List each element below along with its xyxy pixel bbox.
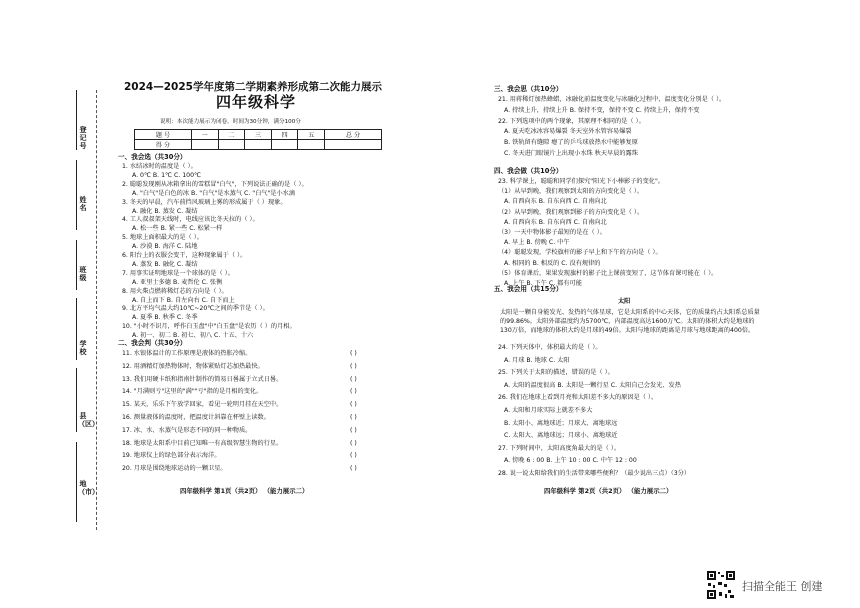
question-line: 8. 用火柴点燃蒋稀灯芯的方向是（ ）。 xyxy=(122,287,228,295)
question-line: 19. 地球仪上的绿色部分表示海洋。 xyxy=(122,452,221,460)
score-table xyxy=(134,129,382,150)
question-line: 2. 聪聪发现刚从冰箱拿出的雪糕冒"白气"，下列说法正确的是（ ）。 xyxy=(122,180,308,188)
question-line: 23. 科学课上，聪聪和同学们探究"阳光下小棒影子的变化"。 xyxy=(498,178,664,185)
binding-label-school: 学校 xyxy=(79,340,87,356)
question-line: A. 融化 B. 蒸发 C. 凝结 xyxy=(132,207,198,215)
question-line: 27. 下列时间中，太阳高度角最大的是（ ）。 xyxy=(498,444,621,452)
exam-title: 2024—2025学年度第二学期素养形成第二次能力展示 xyxy=(124,81,382,93)
question-line: A. 持续上升，持续上升 B. 保持不变，保持不变 C. 持续上升，保持不变 xyxy=(504,106,700,114)
question-line: 5. 地球上面积最大的是（ ）。 xyxy=(122,234,203,242)
binding-underline xyxy=(76,160,89,230)
answer-bracket[interactable]: ( ) xyxy=(350,350,357,357)
question-line: A. 夏天吃冰冰容易爆裂 冬天室外水管容易爆裂 xyxy=(504,128,632,136)
question-line: C. 冬天进门眼镜片上出现小水珠 秋天早晨的露珠 xyxy=(504,150,638,157)
score-cell: 得 分 xyxy=(135,140,192,150)
question-line: A. 蒸发 B. 融化 C. 凝结 xyxy=(132,260,198,268)
question-line: B. 铁轨留有缝隙 瘪了的乒乓球放热水中能够复原 xyxy=(504,139,638,147)
question-line: 11. 水银体温计的工作原理是液体的热胀冷缩。 xyxy=(122,350,252,357)
binding-label-register: 登记号 xyxy=(79,126,87,150)
score-cell xyxy=(325,140,382,150)
section-heading-choose: 一、我会选（共30分） xyxy=(118,153,187,161)
exam-page-2 xyxy=(494,78,766,508)
question-line: 9. 北方平均气温大约10℃~20℃之间的季节是（ ）。 xyxy=(122,305,269,313)
watermark-text: 扫描全能王 创建 xyxy=(742,580,823,593)
question-line: A. 亚里士多德 B. 麦哲伦 C. 张衡 xyxy=(132,278,223,286)
score-cell: 四 xyxy=(271,130,298,140)
page-footer: 四年级科学 第2页（共2页） （能力展示二） xyxy=(544,487,673,495)
answer-bracket[interactable]: ( ) xyxy=(350,426,357,434)
answer-bracket[interactable]: ( ) xyxy=(350,452,357,460)
question-line: （5）体育课后，果果发现旗杆的影子比上课前变短了，这节体育课可能在（ ）。 xyxy=(498,269,718,277)
question-line: 15. 某天，乐乐下午放学回家，看见一轮明月挂在天空中。 xyxy=(122,401,283,409)
question-line: A. 相同的 B. 相反的 C. 没有规律的 xyxy=(504,259,601,267)
binding-label-name: 姓名 xyxy=(79,196,87,212)
question-line: 13. 我们用硬卡纸和指南针制作的简易日晷属于立式日晷。 xyxy=(122,375,283,383)
binding-label-city: 地（市） xyxy=(78,480,99,496)
question-line: 25. 下列关于太阳的描述，错误的是（ ）。 xyxy=(498,369,614,377)
question-line: 3. 冬天的早晨，汽车前挡风玻璃上雾的形成属于（ ）现象。 xyxy=(122,198,287,206)
answer-bracket[interactable]: ( ) xyxy=(350,414,357,421)
score-table-score-row xyxy=(135,140,382,150)
question-line: A. 自上而下 B. 自左向右 C. 自下而上 xyxy=(132,296,235,304)
question-line: 18. 地球是太阳系中目前已知唯一有高级智慧生物的行星。 xyxy=(122,439,283,447)
question-line: 4. 工人叔叔架天线时，电线应该比冬天拉的（ ）。 xyxy=(122,216,259,224)
question-line: 7. 用事实证明地球是一个球体的是（ ）。 xyxy=(122,269,234,277)
question-line: A. 0℃ B. 1℃ C. 100℃ xyxy=(132,171,201,179)
score-cell: 题 号 xyxy=(135,130,192,140)
binding-underline xyxy=(76,240,89,290)
question-line: C. 太阳大、离地球远；月球小、离地球近 xyxy=(504,432,618,440)
section-heading-judge: 二、我会判（共30分） xyxy=(118,339,187,347)
score-cell: 一 xyxy=(191,130,218,140)
exam-instructions: 说明：本次能力展示为闭卷，时间为30分钟，满分100分 xyxy=(160,119,301,125)
score-cell xyxy=(245,140,272,150)
subject-title: 四年级科学 xyxy=(216,93,297,111)
question-line: （4）聪聪发现，学校旗杆的影子早上和下午的方向是（ ）。 xyxy=(498,249,662,257)
question-line: 28. 说一说太阳给我们的生活带来哪些便利？（最少说出三点）（3分） xyxy=(498,470,691,477)
question-line: 6. 阳台上的衣服会变干，这种现象属于（ ）。 xyxy=(122,252,247,259)
question-line: A. 自西向东 B. 自东向西 C. 自南向北 xyxy=(504,218,607,226)
article-text: 太阳是一颗自身能发光、发热的气体星球，它是太阳系的中心天体，它的质量约占太阳系总质量的99.86%。太阳外部温度约为5700℃，内部温度高达1600万℃。太阳的体积大约是地球的130万倍，而地球的体积大约是月球的49倍。太阳与地球的距离是月球与地球距离的400倍。 xyxy=(500,309,760,334)
question-line: 17. 冰、水、水蒸气是形态不同的同一种物质。 xyxy=(122,426,252,434)
exam-page-1 xyxy=(118,78,408,508)
binding-label-county: 县（区） xyxy=(78,412,99,428)
question-line: 20. 月球是围绕地球运动的一颗卫星。 xyxy=(122,465,227,473)
score-cell xyxy=(218,140,245,150)
question-line: A. 初一、初二 B. 初七、初八 C. 十五、十六 xyxy=(132,332,254,340)
answer-bracket[interactable]: ( ) xyxy=(350,375,357,383)
question-line: （3）一天中物体影子最短的是在（ ）。 xyxy=(498,229,606,236)
question-line: 24. 下列天体中，体积最大的是（ ）。 xyxy=(498,344,602,351)
question-line: 1. 水结冰时的温度是（ ）。 xyxy=(122,163,197,170)
question-line: 12. 用酒精灯加热物体时，物体紧贴灯芯加热最快。 xyxy=(122,362,264,370)
question-line: A. 松一些 B. 紧一些 C. 松紧一样 xyxy=(132,225,223,233)
binding-margin xyxy=(72,90,110,530)
score-cell: 五 xyxy=(298,130,325,140)
score-cell xyxy=(298,140,325,150)
section-heading-think: 三、我会思（共10分） xyxy=(494,85,563,93)
question-line: 10. "小时不识月，呼作白玉盘"中"白玉盘"是农历（ ）的月相。 xyxy=(122,323,296,331)
article-title: 太阳 xyxy=(618,298,631,305)
qr-code-icon xyxy=(706,570,736,600)
answer-bracket[interactable]: ( ) xyxy=(350,388,357,396)
score-table-header-row xyxy=(135,130,382,140)
question-line: 26. 我们在地球上看到月亮和太阳差不多大的原因是（ ）。 xyxy=(498,394,658,402)
question-line: 21. 用蒋稀灯加热蜂蜡，冰融化前温度变化与冰融化过程中，温度变化分别是（ ）。 xyxy=(498,96,726,103)
section-heading-use: 五、我会用（共15分） xyxy=(494,285,563,293)
answer-bracket[interactable]: ( ) xyxy=(350,465,357,473)
question-line: 22. 下列选项中的两个现象，其原理不相同的是（ ）。 xyxy=(498,117,645,125)
answer-bracket[interactable]: ( ) xyxy=(350,439,357,447)
question-line: 14. "月满则亏"这里的"满""亏"指的是月相的变化。 xyxy=(122,388,263,396)
question-line: A. 早上 B. 傍晚 C. 中午 xyxy=(504,239,570,247)
question-line: A. 夏季 B. 秋季 C. 冬季 xyxy=(132,314,198,322)
answer-bracket[interactable]: ( ) xyxy=(350,401,357,409)
score-cell: 总 分 xyxy=(325,130,382,140)
question-line: A. 上午 B. 下午 C. 都有可能 xyxy=(504,280,582,287)
question-line: B. 太阳小、离地球近；月球大、离地球远 xyxy=(504,419,618,427)
question-line: （2）从早到晚，我们观察到影子的方向变化是（ ）。 xyxy=(498,208,644,216)
question-line: A. 太阳和月球实际上就差不多大 xyxy=(504,407,593,414)
question-line: A. 傍晚 6 : 00 B. 上午 10 : 00 C. 中午 12 : 00 xyxy=(504,457,637,465)
question-line: A. "白气"是白色的冰 B. "白气"是水蒸气 C. "白气"是小水滴 xyxy=(132,189,296,197)
score-cell xyxy=(191,140,218,150)
score-cell xyxy=(271,140,298,150)
question-line: A. 自西向东 B. 自东向西 C. 自南向北 xyxy=(504,198,607,206)
score-cell: 三 xyxy=(245,130,272,140)
question-line: A. 沙漠 B. 海洋 C. 陆地 xyxy=(132,243,198,251)
question-line: A. 月球 B. 地球 C. 太阳 xyxy=(504,356,570,364)
binding-dashed-line xyxy=(96,90,97,530)
question-line: （1）从早到晚，我们观察到太阳的方向变化是（ ）。 xyxy=(498,188,644,196)
scanner-watermark xyxy=(706,570,856,600)
answer-bracket[interactable]: ( ) xyxy=(350,362,357,370)
page-footer: 四年级科学 第1页（共2页） （能力展示二） xyxy=(180,487,309,495)
question-line: A. 太阳的温度很高 B. 太阳是一颗行星 C. 太阳自己会发光、发热 xyxy=(504,381,681,389)
question-line: 16. 测量液体的温度时，把温度计斜靠在杯壁上读数。 xyxy=(122,414,270,421)
score-cell: 二 xyxy=(218,130,245,140)
binding-label-class: 班级 xyxy=(79,266,87,282)
section-heading-do: 四、我会做（共10分） xyxy=(494,167,563,175)
